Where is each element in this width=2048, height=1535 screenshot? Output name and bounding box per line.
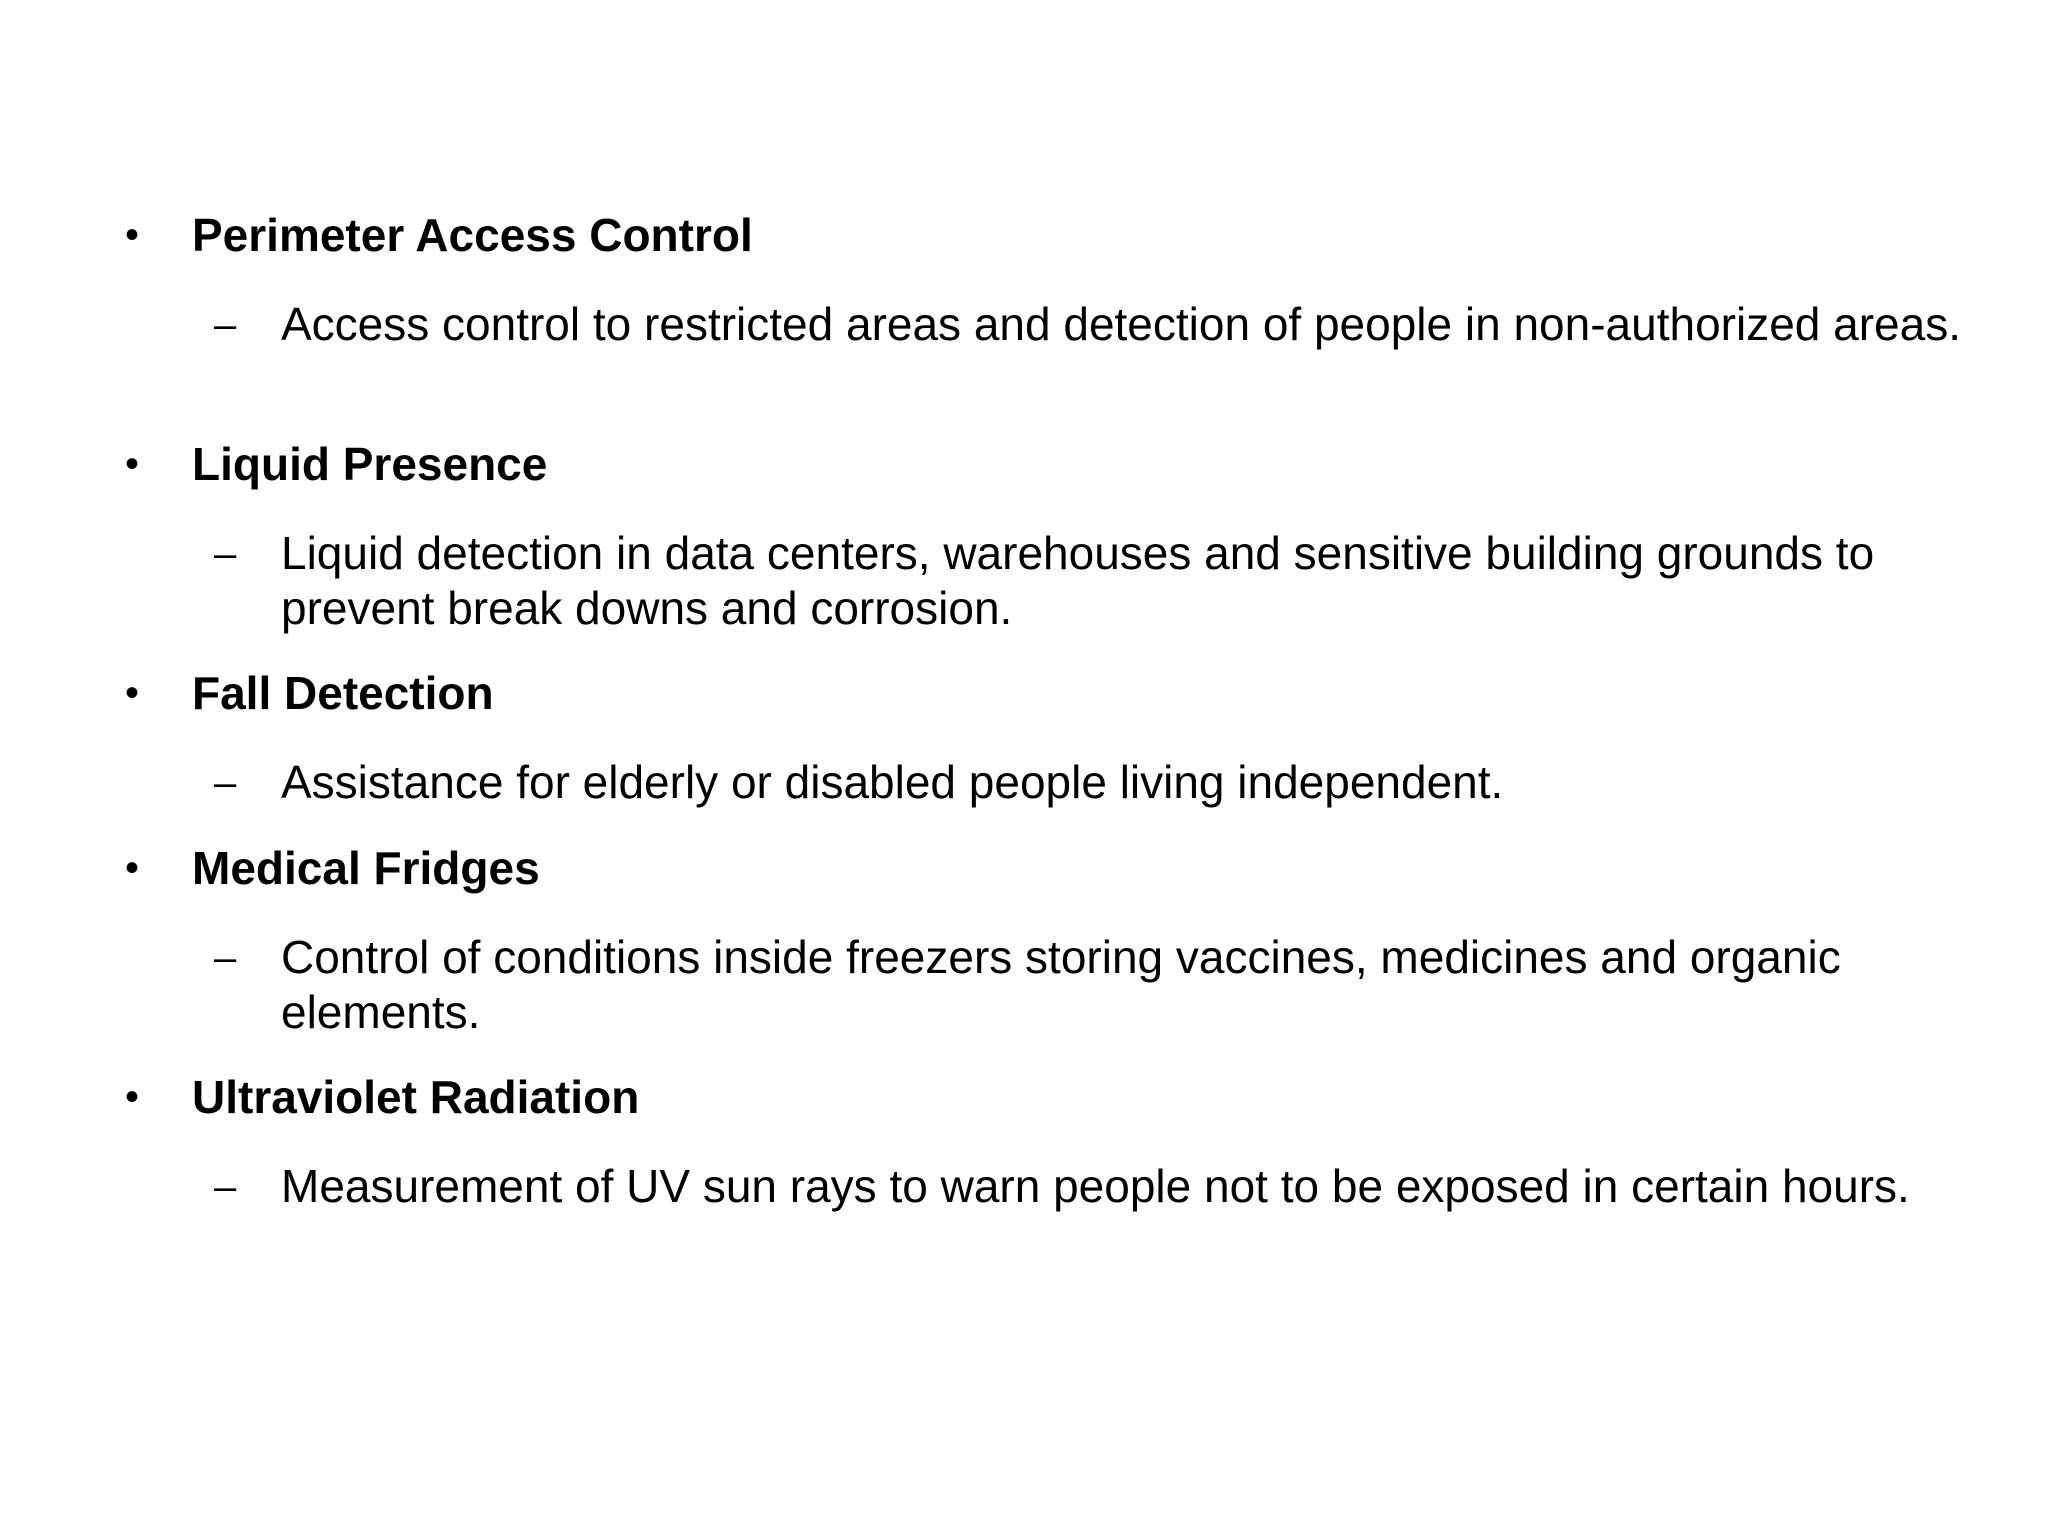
- item-description: Access control to restricted areas and detection of people in non-authorized areas.: [281, 298, 1961, 350]
- bullet-icon: •: [125, 846, 140, 890]
- item-description: Assistance for elderly or disabled people living independent.: [281, 756, 1504, 808]
- item-heading: Perimeter Access Control: [192, 209, 753, 261]
- bullet-icon: •: [125, 442, 140, 486]
- item-heading: Liquid Presence: [192, 438, 548, 490]
- bullet-icon: •: [125, 671, 140, 715]
- dash-icon: –: [214, 761, 237, 805]
- item-heading: Medical Fridges: [192, 842, 540, 894]
- dash-icon: –: [214, 303, 237, 347]
- item-heading: Fall Detection: [192, 667, 494, 719]
- item-description: Liquid detection in data centers, warehouses and sensitive building grounds to prevent break downs and corrosion.: [281, 527, 1875, 634]
- bullet-icon: •: [125, 1075, 140, 1119]
- item-description: Control of conditions inside freezers storing vaccines, medicines and organic elements.: [281, 931, 1841, 1038]
- item-description: Measurement of UV sun rays to warn people not to be exposed in certain hours.: [281, 1160, 1910, 1212]
- dash-icon: –: [214, 1165, 237, 1209]
- dash-icon: –: [214, 936, 237, 980]
- item-heading: Ultraviolet Radiation: [192, 1071, 640, 1123]
- bullet-icon: •: [125, 213, 140, 257]
- dash-icon: –: [214, 532, 237, 576]
